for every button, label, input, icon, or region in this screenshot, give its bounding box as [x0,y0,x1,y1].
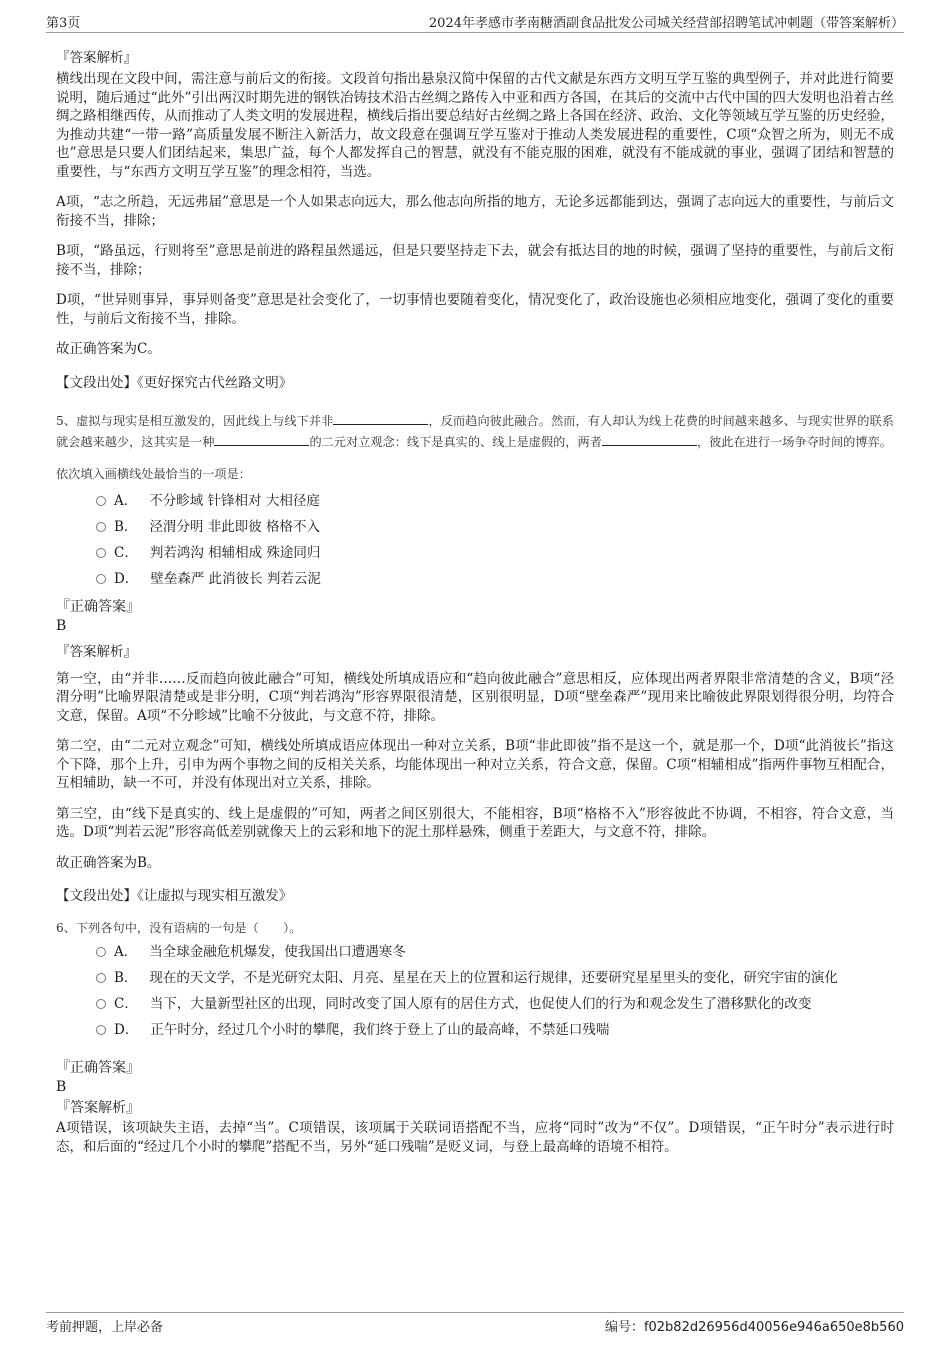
question-5-stem: 5、虚拟与现实是相互激发的，因此线上与线下并非 ，反而趋向彼此融合。然而，有人却认为线上花费的时间越来越多、与现实世界的联系就会越来越少，这其实是一种 的二元对立观念：线下是真实的、线上是虚假的，两者 ，彼此在进行一场争夺时间的博弈。 [56,413,894,449]
radio-icon[interactable] [96,947,106,957]
analysis-paragraph: B项，“路虽远，行则将至”意思是前进的路程虽然遥远，但是只要坚持走下去，就会有抵达目的地的时候，强调了坚持的重要性，与前后文衔接不当，排除； [56,243,894,278]
option-b[interactable]: B． 现在的天文学，不是光研究太阳、月亮、星星在天上的位置和运行规律，还要研究星星里头的变化，研究宇宙的演化 [96,969,894,987]
fill-blank-1 [333,412,428,425]
radio-icon[interactable] [96,522,106,532]
option-d[interactable]: D． 壁垒森严 此消彼长 判若云泥 [96,570,894,588]
option-b[interactable]: B． 泾渭分明 非此即彼 格格不入 [96,518,894,536]
analysis-conclusion: 故正确答案为C。 [56,341,161,357]
document-title: 2024年孝感市孝南糖酒副食品批发公司城关经营部招聘笔试冲刺题（带答案解析） [428,16,904,31]
correct-answer-tag: 『正确答案』 [56,1060,140,1076]
fill-blank-3 [602,433,697,446]
analysis-tag: 『答案解析』 [56,643,137,660]
footer-slogan: 考前押题，上岸必备 [46,1320,164,1335]
option-c[interactable]: C． 判若鸿沟 相辅相成 殊途同归 [96,544,894,562]
analysis-tag: 『答案解析』 [56,50,137,66]
analysis-conclusion: 故正确答案为B。 [56,854,161,871]
analysis-paragraph: 第一空，由“并非……反而趋向彼此融合”可知，横线处所填成语应和“趋向彼此融合”意思相反，应体现出两者界限非常清楚的含义，B项“泾渭分明”比喻界限清楚或是非分明，C项“判若鸿沟”形容界限很清楚，区别很明显，D项“壁垒森严”现用来比喻彼此界限划得很分明，均符合文意，保留。A项“不分畛域”比喻不分彼此，与文意不符，排除。 [56,670,894,724]
option-c[interactable]: C． 当下，大量新型社区的出现，同时改变了国人原有的居住方式，也促使人们的行为和观念发生了潜移默化的改变 [96,995,894,1013]
radio-icon[interactable] [96,1025,106,1035]
analysis-tag: 『答案解析』 [56,1100,140,1116]
option-a[interactable]: A． 不分畛域 针锋相对 大相径庭 [96,492,894,510]
analysis-paragraph: 第二空，由“二元对立观念”可知，横线处所填成语应体现出一种对立关系，B项“非此即彼”指不是这一个，就是那一个，D项“此消彼长”指这个下降，那个上升，引申为两个事物之间的反相关关系，均能体现出一种对立关系，符合文意，保留。C项“相辅相成”指两件事物互相配合，互相辅助，缺一不可，并没有体现出对立关系，排除。 [56,738,894,791]
radio-icon[interactable] [96,999,106,1009]
radio-icon[interactable] [96,973,106,983]
analysis-paragraph: D项，“世异则事异，事异则备变”意思是社会变化了，一切事情也要随着变化，情况变化了，政治设施也必须相应地变化，强调了变化的重要性，与前后文衔接不当，排除。 [56,292,894,327]
correct-answer: B [56,1079,67,1095]
document-id: 编号：f02b82d26956d40056e946a650e8b560 [604,1320,904,1335]
radio-icon[interactable] [96,548,106,558]
question-5-options [96,492,894,588]
analysis-paragraph: A项错误，该项缺失主语，去掉“当”。C项错误，该项属于关联词语搭配不当，应将“同时”改为“不仅”。D项错误，“正午时分”表示进行时态，和后面的“经过几个小时的攀爬”搭配不当，另外“延口残喘”是贬义词，与登上最高峰的语境不相符。 [56,1120,894,1155]
analysis-paragraph: 横线出现在文段中间，需注意与前后文的衔接。文段首句指出悬泉汉简中保留的古代文献是东西方文明互学互鉴的典型例子，并对此进行简要说明，随后通过“此外”引出两汉时期先进的钢铁冶铸技术沿古丝绸之路传入中亚和西方各国，在其后的交流中古代中国的四大发明也沿着古丝绸之路相继西传，从而推动了人类文明的发展进程，横线后指出要总结好古丝绸之路上各国在经济、政治、文化等领域互学互鉴的历史经验，为推动共建“一带一路”高质量发展不断注入新活力，故文段意在强调互学互鉴对于推动人类发展进程的重要性，C项“众智之所为，则无不成也”意思是只要人们团结起来，集思广益，每个人都发挥自己的智慧，就没有不能克服的困难，就没有不能成就的事业，强调了团结和智慧的重要性，与“东西方文明互学互鉴”的理念相符，当选。 [56,71,894,180]
analysis-paragraph: 第三空，由“线下是真实的、线上是虚假的”可知，两者之间区别很大，不能相容，B项“格格不入”形容彼此不协调，不相容，符合文意，当选。D项“判若云泥”形容高低差别就像天上的云彩和地下的泥土那样悬殊，侧重于差距大，与文意不符，排除。 [56,805,894,840]
question-5-prompt: 依次填入画横线处最恰当的一项是： [56,466,251,481]
page-header [46,10,904,33]
page-number: 第3页 [46,16,81,31]
radio-icon[interactable] [96,496,106,506]
option-a[interactable]: A． 当全球金融危机爆发，使我国出口遭遇寒冬 [96,943,894,961]
passage-source: 【文段出处】《让虚拟与现实相互激发》 [56,888,293,904]
passage-source: 【文段出处】《更好探究古代丝路文明》 [56,374,293,391]
question-6-options [96,943,894,1039]
radio-icon[interactable] [96,574,106,584]
page-content [56,40,894,1168]
correct-answer-tag: 『正确答案』 [56,598,140,615]
fill-blank-2 [214,433,309,446]
question-6-stem: 6、下列各句中，没有语病的一句是（ ）。 [56,921,302,935]
page-footer [46,1312,904,1335]
analysis-paragraph: A项，“志之所趋，无远弗届”意思是一个人如果志向远大，那么他志向所指的地方，无论多远都能到达，强调了志向远大的重要性，与前后文衔接不当，排除； [56,194,894,229]
correct-answer: B [56,617,67,634]
option-d[interactable]: D． 正午时分，经过几个小时的攀爬，我们终于登上了山的最高峰，不禁延口残喘 [96,1021,894,1039]
